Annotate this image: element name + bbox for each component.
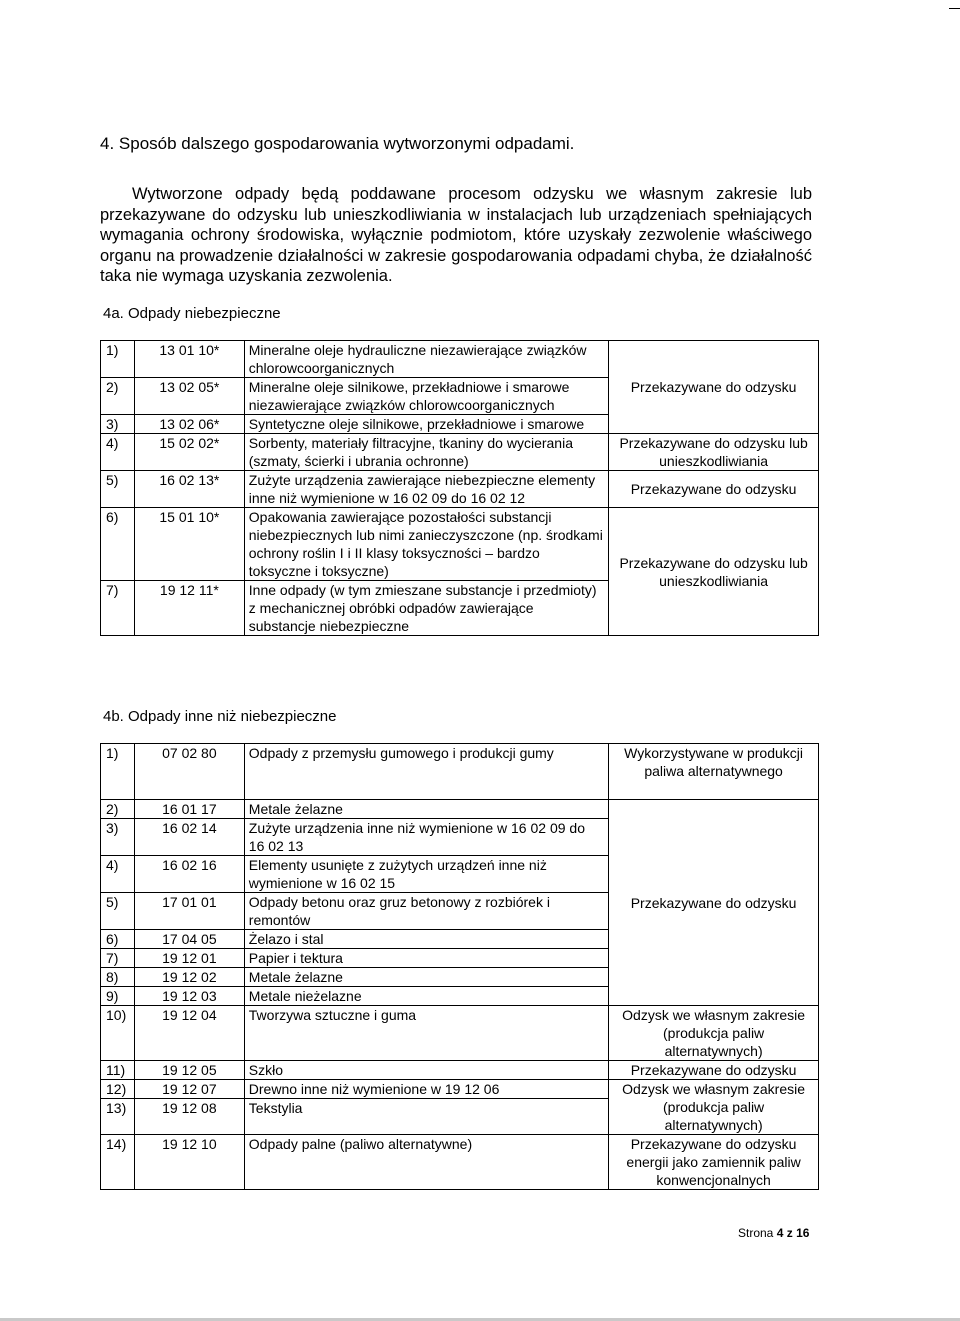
waste-code: 16 01 17: [134, 800, 244, 819]
waste-description: Papier i tektura: [244, 949, 608, 968]
section-paragraph: [100, 184, 812, 287]
waste-description: Sorbenty, materiały filtracyjne, tkaniny do wycierania (szmaty, ścierki i ubrania ochronne): [244, 434, 608, 471]
waste-description: Metale żelazne: [244, 800, 608, 819]
waste-code: 16 02 13*: [134, 471, 244, 508]
row-number: 11): [101, 1061, 135, 1080]
treatment-cell: Przekazywane do odzysku energii jako zamiennik paliw konwencjonalnych: [609, 1135, 819, 1190]
page-number: [738, 1226, 809, 1240]
table-row: [101, 1006, 819, 1061]
waste-description: Inne odpady (w tym zmieszane substancje i przedmioty) z mechanicznej obróbki odpadów zawierające substancje niebezpieczne: [244, 581, 608, 636]
hazardous-waste-table: [100, 340, 819, 636]
table-row: [101, 744, 819, 800]
table-row: [101, 471, 819, 508]
hazardous-title: 4a. Odpady niebezpieczne: [103, 305, 281, 322]
row-number: 1): [101, 744, 135, 800]
scan-corner-mark: [949, 8, 960, 9]
table-row: [101, 1080, 819, 1099]
waste-code: 19 12 10: [134, 1135, 244, 1190]
waste-code: 19 12 05: [134, 1061, 244, 1080]
waste-code: 15 02 02*: [134, 434, 244, 471]
treatment-cell: Przekazywane do odzysku lub unieszkodliwiania: [609, 434, 819, 471]
waste-code: 16 02 14: [134, 819, 244, 856]
waste-code: 07 02 80: [134, 744, 244, 800]
row-number: 12): [101, 1080, 135, 1099]
waste-description: Tworzywa sztuczne i guma: [244, 1006, 608, 1061]
waste-description: Odpady betonu oraz gruz betonowy z rozbiórek i remontów: [244, 893, 608, 930]
waste-description: Mineralne oleje hydrauliczne niezawierające związków chlorowcoorganicznych: [244, 341, 608, 378]
row-number: 10): [101, 1006, 135, 1061]
waste-description: Elementy usunięte z zużytych urządzeń inne niż wymienione w 16 02 15: [244, 856, 608, 893]
row-number: 7): [101, 581, 135, 636]
waste-code: 19 12 01: [134, 949, 244, 968]
table-row: [101, 1061, 819, 1080]
treatment-cell: Przekazywane do odzysku: [609, 341, 819, 434]
treatment-cell: Odzysk we własnym zakresie (produkcja paliw alternatywnych): [609, 1006, 819, 1061]
waste-code: 13 01 10*: [134, 341, 244, 378]
waste-description: Drewno inne niż wymienione w 19 12 06: [244, 1080, 608, 1099]
waste-code: 17 01 01: [134, 893, 244, 930]
row-number: 13): [101, 1099, 135, 1135]
total-pages: 16: [796, 1226, 810, 1240]
treatment-cell: Odzysk we własnym zakresie (produkcja paliw alternatywnych): [609, 1080, 819, 1135]
waste-code: 17 04 05: [134, 930, 244, 949]
row-number: 3): [101, 415, 135, 434]
row-number: 2): [101, 800, 135, 819]
treatment-cell: Przekazywane do odzysku: [609, 471, 819, 508]
row-number: 14): [101, 1135, 135, 1190]
waste-description: Metale nieżelazne: [244, 987, 608, 1006]
waste-code: 19 12 07: [134, 1080, 244, 1099]
waste-code: 19 12 04: [134, 1006, 244, 1061]
row-number: 1): [101, 341, 135, 378]
paragraph-text: Wytworzone odpady będą poddawane procesom odzysku we własnym zakresie lub przekazywane do odzysku lub unieszkodliwiania w instalacjach lub urządzeniach spełniających wymagania ochrony środowiska, wyłącznie podmiotom, które uzyskały zezwolenie właściwego organu na prowadzenie działalności w zakresie gospodarowania odpadami chyba, że działalność taka nie wymaga uzyskania zezwolenia.: [100, 185, 812, 285]
waste-description: Odpady z przemysłu gumowego i produkcji gumy: [244, 744, 608, 800]
waste-code: 16 02 16: [134, 856, 244, 893]
table-row: [101, 434, 819, 471]
waste-code: 19 12 02: [134, 968, 244, 987]
treatment-cell: Wykorzystywane w produkcji paliwa alternatywnego: [609, 744, 819, 800]
row-number: 9): [101, 987, 135, 1006]
page-separator: z: [786, 1226, 793, 1240]
waste-code: 19 12 08: [134, 1099, 244, 1135]
row-number: 5): [101, 893, 135, 930]
waste-code: 13 02 06*: [134, 415, 244, 434]
row-number: 3): [101, 819, 135, 856]
treatment-cell: Przekazywane do odzysku: [609, 1061, 819, 1080]
table-row: [101, 800, 819, 819]
waste-description: Zużyte urządzenia inne niż wymienione w 16 02 09 do 16 02 13: [244, 819, 608, 856]
waste-description: Odpady palne (paliwo alternatywne): [244, 1135, 608, 1190]
waste-code: 19 12 03: [134, 987, 244, 1006]
section-heading: 4. Sposób dalszego gospodarowania wytworzonymi odpadami.: [100, 134, 575, 153]
waste-description: Zużyte urządzenia zawierające niebezpieczne elementy inne niż wymienione w 16 02 09 do 16 02 12: [244, 471, 608, 508]
table-row: [101, 1135, 819, 1190]
table-row: [101, 508, 819, 581]
other-title: 4b. Odpady inne niż niebezpieczne: [103, 708, 337, 725]
row-number: 5): [101, 471, 135, 508]
row-number: 6): [101, 930, 135, 949]
row-number: 7): [101, 949, 135, 968]
table-row: [101, 341, 819, 378]
treatment-cell: Przekazywane do odzysku lub unieszkodliwiania: [609, 508, 819, 636]
waste-description: Metale żelazne: [244, 968, 608, 987]
row-number: 2): [101, 378, 135, 415]
treatment-cell: Przekazywane do odzysku: [609, 800, 819, 1006]
row-number: 6): [101, 508, 135, 581]
other-waste-table: [100, 743, 819, 1190]
waste-description: Żelazo i stal: [244, 930, 608, 949]
waste-description: Tekstylia: [244, 1099, 608, 1135]
waste-code: 13 02 05*: [134, 378, 244, 415]
row-number: 4): [101, 856, 135, 893]
row-number: 4): [101, 434, 135, 471]
row-number: 8): [101, 968, 135, 987]
waste-description: Szkło: [244, 1061, 608, 1080]
waste-description: Mineralne oleje silnikowe, przekładniowe i smarowe niezawierające związków chlorowcoorganicznych: [244, 378, 608, 415]
waste-description: Syntetyczne oleje silnikowe, przekładniowe i smarowe: [244, 415, 608, 434]
page-label: Strona: [738, 1226, 774, 1240]
waste-code: 19 12 11*: [134, 581, 244, 636]
current-page: 4: [776, 1226, 784, 1240]
waste-code: 15 01 10*: [134, 508, 244, 581]
waste-description: Opakowania zawierające pozostałości substancji niebezpiecznych lub nimi zanieczyszczone (np. środkami ochrony roślin I i II klasy toksyczności – bardzo toksyczne i toksyczne): [244, 508, 608, 581]
